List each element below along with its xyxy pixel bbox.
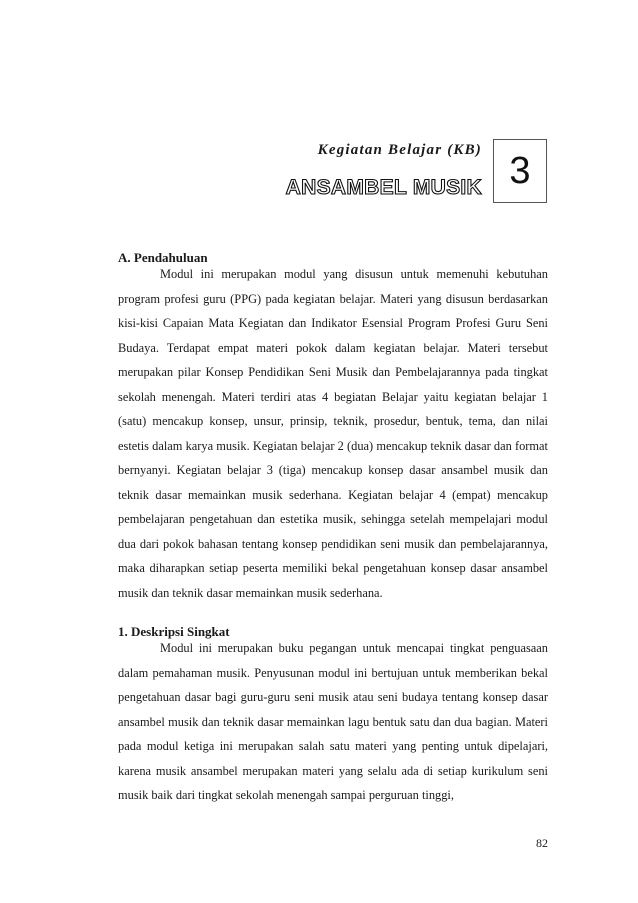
section-heading-pendahuluan: A. Pendahuluan	[118, 250, 208, 265]
module-title: ANSAMBEL MUSIK	[285, 176, 482, 199]
section-heading-deskripsi-singkat: 1. Deskripsi Singkat	[118, 624, 230, 639]
kegiatan-belajar-label: Kegiatan Belajar (KB)	[317, 142, 482, 158]
paragraph-pendahuluan: Modul ini merupakan modul yang disusun untuk memenuhi kebutuhan program profesi guru (PPG) pada kegiatan belajar. Materi yang disusun berdasarkan kisi-kisi Capaian Mata Kegiatan dan Indikator Esensial Program Profesi Guru Seni Budaya. Terdapat empat materi pokok dalam kegiatan belajar. Materi tersebut merupakan pilar Konsep Pendidikan Seni Musik dan Pembelajarannya pada tingkat sekolah menengah. Materi terdiri atas 4 begiatan Belajar yaitu kegiatan belajar 1 (satu) mencakup konsep, unsur, prinsip, teknik, prosedur, bentuk, tema, dan nilai estetis dalam karya musik. Kegiatan belajar 2 (dua) mencakup teknik dasar dan format bernyanyi. Kegiatan belajar 3 (tiga) mencakup konsep dasar ansambel musik dan teknik dasar memainkan musik sederhana. Kegiatan belajar 4 (empat) mencakup pembelajaran pengetahuan dan estetika musik, sehingga setelah mempelajari modul dua dari pokok bahasan tentang konsep pendidikan seni musik dan pembelajarannya, maka diharapkan setiap peserta memiliki bekal pengetahuan konsep dasar ansambel musik dan teknik dasar memainkan musik sederhana.	[118, 267, 548, 600]
kb-number-box: 3	[493, 139, 547, 203]
page-number: 82	[536, 836, 548, 850]
paragraph-deskripsi-singkat: Modul ini merupakan buku pegangan untuk mencapai tingkat penguasaan dalam pemahaman musik. Penyusunan modul ini bertujuan untuk memberikan bekal pengetahuan dasar bagi guru-guru seni musik atau seni budaya tentang konsep dasar ansambel musik dan teknik dasar memainkan lagu bentuk satu dan dua bagian. Materi pada modul ketiga ini merupakan salah satu materi yang penting untuk dipelajari, karena musik ansambel merupakan materi yang selalu ada di setiap kurikulum seni musik baik dari tingkat sekolah menengah sampai perguruan tinggi,	[118, 641, 548, 802]
